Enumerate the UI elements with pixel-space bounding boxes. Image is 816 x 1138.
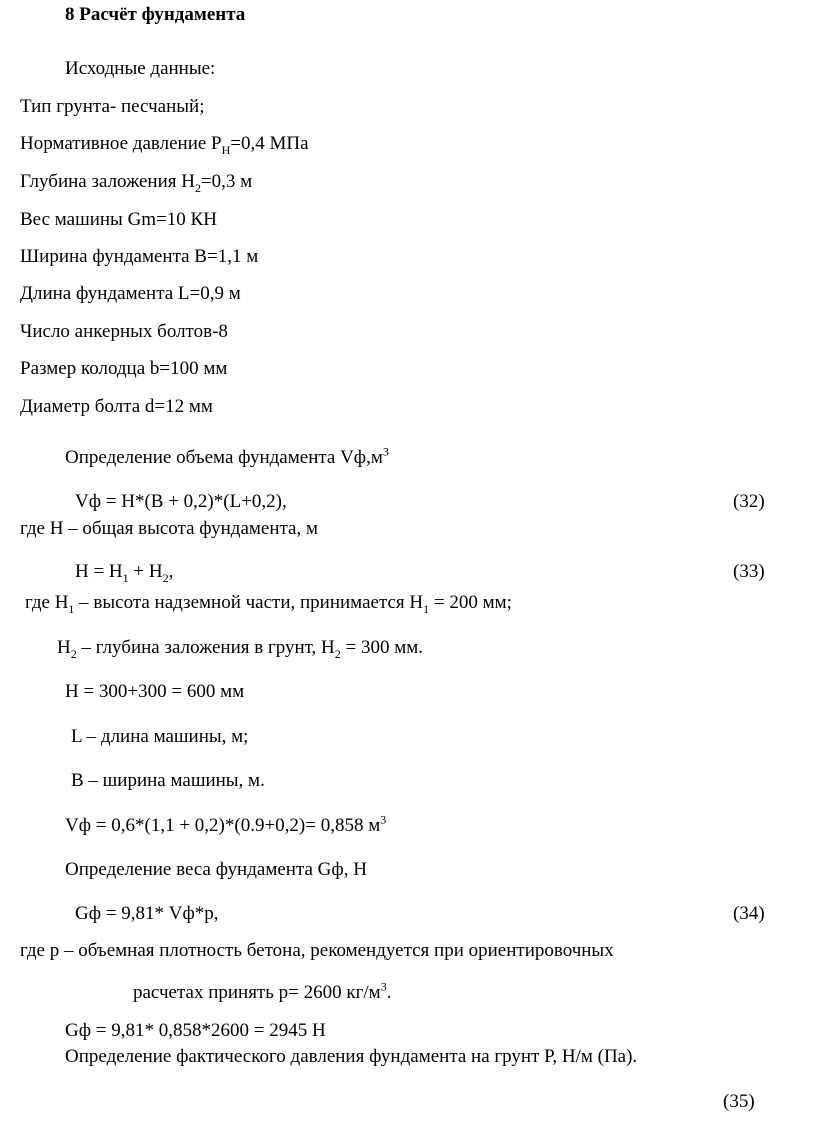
volume-calculation: Vф = 0,6*(1,1 + 0,2)*(0.9+0,2)= 0,858 $м^3$ <box>65 812 387 836</box>
well-size: Размер колодца b=100 мм <box>20 358 228 379</box>
bolt-diameter: Диаметр болта d=12 мм <box>20 396 213 417</box>
where-h1: где $Н_1$ – высота надземной части, принимается $Н_1 = 200$ мм; <box>25 592 512 616</box>
page-title: 8 Расчёт фундамента <box>65 4 246 25</box>
foundation-width: Ширина фундамента В=1,1 м <box>20 246 259 267</box>
soil-type: Тип грунта- песчаный; <box>20 96 205 117</box>
equation-35-number: (35) <box>723 1091 755 1112</box>
h-calculation: Н = 300+300 = 600 мм <box>65 681 245 702</box>
equation-33-number: (33) <box>733 561 765 582</box>
normative-pressure: Нормативное давление $Р_Н=0,4$ МПа <box>20 133 309 157</box>
equation-32-number: (32) <box>733 491 765 512</box>
where-h: где Н – общая высота фундамента, м <box>20 518 318 539</box>
anchor-bolts-count: Число анкерных болтов-8 <box>20 321 228 342</box>
where-p: где p – объемная плотность бетона, рекомендуется при ориентировочных <box>20 940 614 961</box>
h2-definition: $Н_2$ – глубина заложения в грунт, $Н_2 = 300$ мм. <box>57 637 424 661</box>
weight-heading: Определение веса фундамента Gф, Н <box>65 859 367 880</box>
volume-heading: Определение объема фундамента $Vф,м^3$ <box>65 444 389 468</box>
foundation-length: Длина фундамента L=0,9 м <box>20 283 241 304</box>
foundation-depth: Глубина заложения $Н_2=0,3$ м <box>20 171 253 195</box>
machine-weight: Вес машины Gm=10 КН <box>20 209 217 230</box>
equation-33: $Н = Н_1 + Н_2$, <box>75 561 174 585</box>
b-definition: В – ширина машины, м. <box>71 770 265 791</box>
equation-32: Vф = Н*(В + 0,2)*(L+0,2), <box>75 491 287 512</box>
equation-34: Gф = 9,81* Vф*p, <box>75 903 219 924</box>
weight-calculation: Gф = 9,81* 0,858*2600 = 2945 Н <box>65 1020 326 1041</box>
pressure-heading: Определение фактического давления фундамента на грунт Р, Н/м (Па). <box>65 1046 638 1067</box>
equation-34-number: (34) <box>733 903 765 924</box>
density-continuation: расчетах принять p= 2600 $кг/м^3$. <box>133 979 392 1003</box>
l-definition: L – длина машины, м; <box>71 726 249 747</box>
initial-data-label: Исходные данные: <box>65 58 216 79</box>
